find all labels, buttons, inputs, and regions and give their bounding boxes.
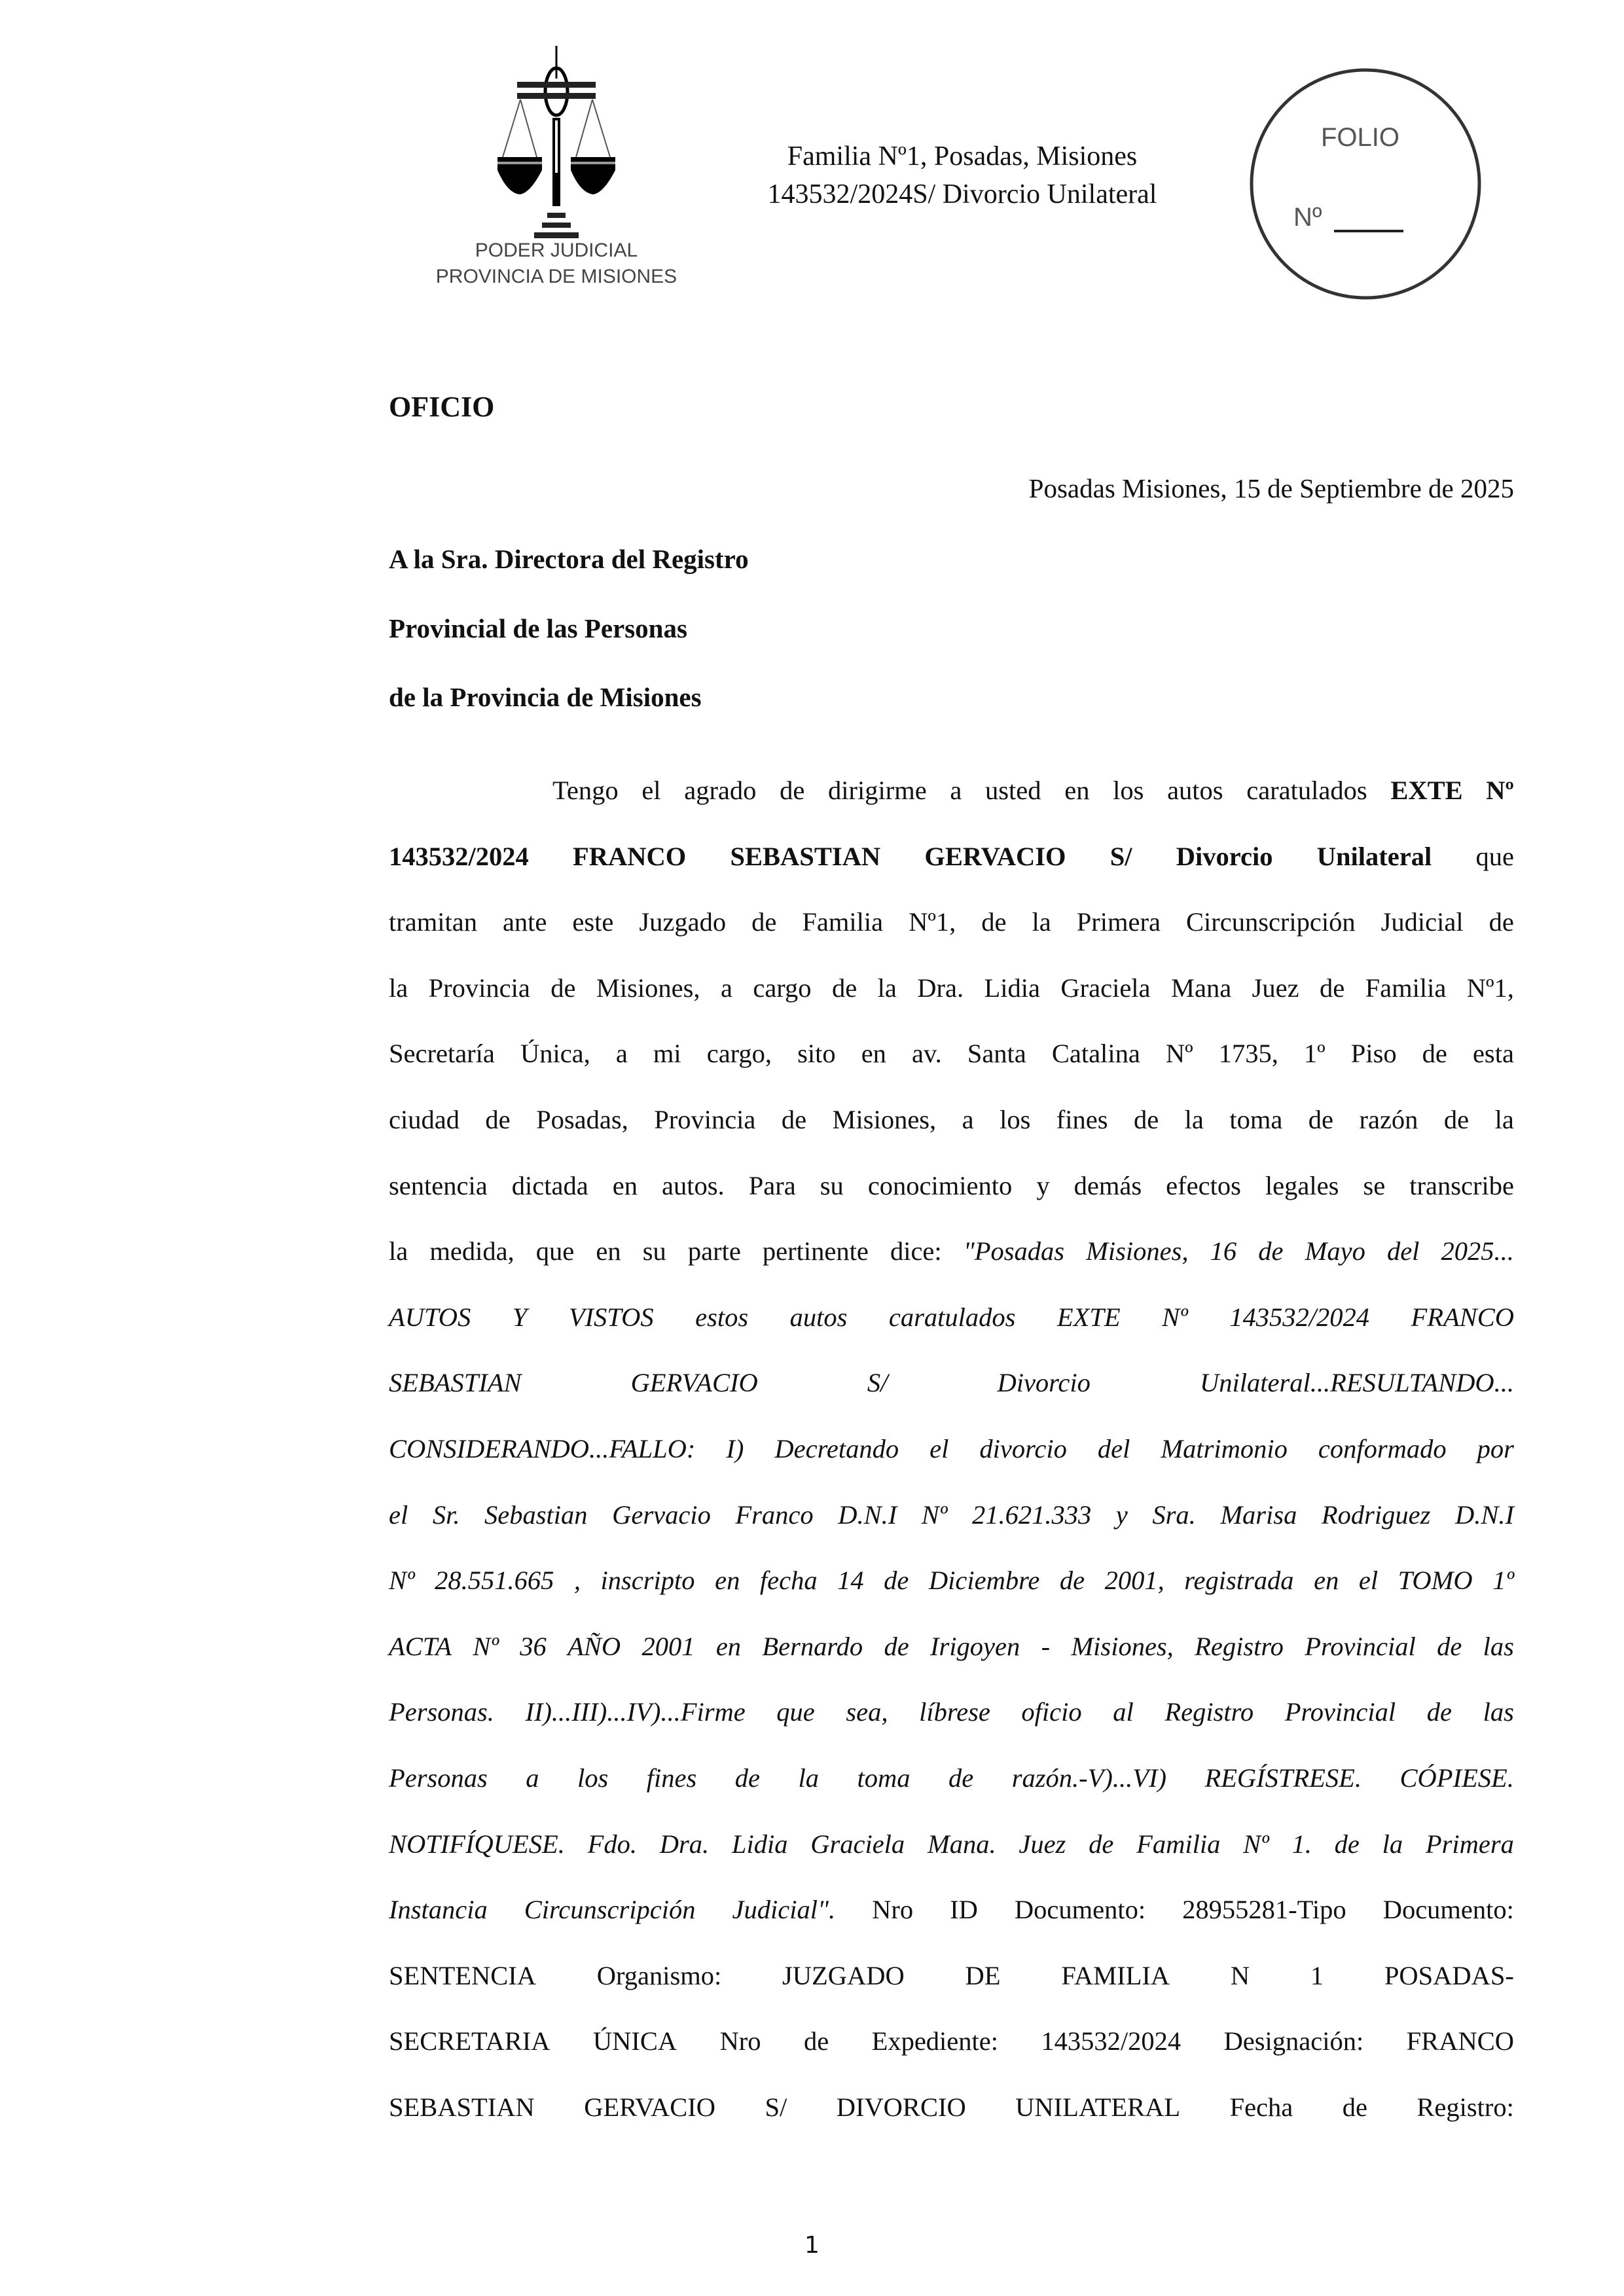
word: Fdo. <box>587 1829 637 1859</box>
word: Y <box>512 1302 528 1332</box>
word: Posadas, <box>536 1104 628 1134</box>
word: de <box>1422 1039 1447 1069</box>
word: tramitan <box>389 907 477 937</box>
header-court: Familia Nº1, Posadas, Misiones <box>787 141 1138 171</box>
word: Mayo <box>1305 1236 1365 1266</box>
word: de <box>831 973 857 1003</box>
word: de <box>1437 1631 1462 1661</box>
word: parte <box>687 1236 741 1266</box>
word: Provincia <box>654 1104 756 1134</box>
word: Documento: <box>1382 1895 1514 1925</box>
body-line <box>389 1029 1514 1095</box>
word: Documento: <box>1014 1895 1146 1925</box>
word: en <box>596 1236 621 1266</box>
word: de <box>780 776 805 805</box>
word: , <box>573 1566 581 1596</box>
word: razón <box>1359 1104 1418 1134</box>
word: SENTENCIA <box>389 1960 536 1990</box>
word: las <box>1483 1631 1514 1661</box>
word: Nº1, <box>1466 973 1514 1003</box>
word: Fecha <box>1229 2092 1293 2122</box>
body-line <box>389 1556 1514 1622</box>
word: Instancia <box>389 1895 488 1925</box>
word: Organismo: <box>596 1960 722 1990</box>
word: Nº <box>389 1566 415 1596</box>
word: los <box>1000 1104 1031 1134</box>
word: sea, <box>846 1697 888 1727</box>
word: razón.-V)...VI) <box>1011 1763 1166 1793</box>
word: de <box>803 2026 829 2056</box>
word: la <box>1382 1829 1403 1859</box>
word: 1 <box>1310 1960 1324 1990</box>
folio-stamp <box>1249 67 1482 300</box>
word: Familia <box>1136 1829 1221 1859</box>
word: de <box>1342 2092 1367 2122</box>
word: autos <box>789 1302 848 1332</box>
word: Dra. <box>917 973 964 1003</box>
word: fecha <box>759 1566 818 1596</box>
word: en <box>1314 1566 1339 1596</box>
word: DIVORCIO <box>836 2092 966 2122</box>
word: en <box>1064 776 1090 805</box>
body-line <box>389 1161 1514 1227</box>
word: Registro: <box>1416 2092 1514 2122</box>
word: Unilateral...RESULTANDO... <box>1200 1368 1514 1398</box>
word: 21.621.333 <box>971 1499 1092 1530</box>
word: de <box>1133 1104 1159 1134</box>
word: a <box>615 1039 628 1069</box>
word: D.N.I <box>1454 1499 1514 1530</box>
word: N <box>1230 1960 1250 1990</box>
word: Provincial <box>1284 1697 1396 1727</box>
word: SEBASTIAN <box>730 841 881 871</box>
word: SEBASTIAN <box>389 1368 522 1398</box>
word: Nro <box>719 2026 761 2056</box>
word: sentencia <box>389 1170 488 1200</box>
word: Piso <box>1350 1039 1397 1069</box>
word: Juez <box>1252 973 1299 1003</box>
document-header <box>694 137 1231 213</box>
word: S/ <box>1110 841 1132 871</box>
word: dice: <box>890 1236 942 1266</box>
word: conocimiento <box>867 1170 1013 1200</box>
word: 14 <box>837 1566 864 1596</box>
word: el <box>641 776 661 805</box>
word: Nro <box>872 1895 914 1925</box>
addressee-line: de la Provincia de Misiones <box>389 682 702 712</box>
word: la <box>389 973 408 1003</box>
word: ante <box>502 907 547 937</box>
word: caratulados <box>888 1302 1016 1332</box>
word: Santa <box>967 1039 1026 1069</box>
word: Nº <box>473 1631 499 1661</box>
word: Expediente: <box>871 2026 999 2056</box>
word: Familia <box>802 907 884 937</box>
word: ÚNICA <box>592 2026 677 2056</box>
body-line <box>389 1687 1514 1753</box>
word: de <box>1443 1104 1470 1134</box>
word: "Posadas <box>963 1236 1065 1266</box>
body-line <box>389 1951 1514 2017</box>
word: Mana. <box>927 1829 996 1859</box>
word: a <box>950 776 962 805</box>
word: Provincial <box>1305 1631 1416 1661</box>
word: de <box>1308 1104 1334 1134</box>
word: Juez <box>1019 1829 1066 1859</box>
word: GERVACIO <box>630 1368 758 1398</box>
word: DE <box>965 1960 1001 1990</box>
word: 36 <box>520 1631 547 1661</box>
word: Circunscripción <box>1185 907 1356 937</box>
body-line <box>389 1293 1514 1359</box>
word: de <box>1489 907 1514 937</box>
word: D.N.I <box>838 1499 897 1530</box>
word: medida, <box>429 1236 514 1266</box>
word: a <box>720 973 732 1003</box>
word: toma <box>857 1763 911 1793</box>
word: la <box>389 1236 408 1266</box>
word: Matrimonio <box>1161 1433 1288 1463</box>
word: líbrese <box>919 1697 990 1727</box>
body-line <box>389 1227 1514 1293</box>
word: Misiones, <box>832 1104 937 1134</box>
word: EXTE <box>1056 1302 1121 1332</box>
word: Catalina <box>1051 1039 1140 1069</box>
word: de <box>485 1104 511 1134</box>
word: Sra. <box>1152 1499 1196 1530</box>
header-case: 143532/2024S/ Divorcio Unilateral <box>767 179 1157 209</box>
document-date: Posadas Misiones, 15 de Septiembre de 2025 <box>1028 473 1514 503</box>
word: 2025... <box>1441 1236 1514 1266</box>
word: el <box>1358 1566 1379 1596</box>
word: de <box>981 907 1007 937</box>
body-line <box>389 2017 1514 2083</box>
word: y <box>1036 1170 1050 1200</box>
word: FAMILIA <box>1061 1960 1170 1990</box>
body-line <box>389 963 1514 1030</box>
word: ID <box>950 1895 978 1925</box>
word: se <box>1363 1170 1386 1200</box>
word: la <box>1184 1104 1204 1134</box>
word: y <box>1115 1499 1128 1530</box>
word: Misiones, <box>1086 1236 1189 1266</box>
word: Misiones, <box>1071 1631 1174 1661</box>
word: de <box>1334 1829 1360 1859</box>
word: Para <box>748 1170 796 1200</box>
word: Registro <box>1195 1631 1284 1661</box>
word: la <box>1032 907 1051 937</box>
word: UNILATERAL <box>1015 2092 1181 2122</box>
word: de <box>1089 1829 1114 1859</box>
word: de <box>884 1566 909 1596</box>
logo-line2: PROVINCIA DE MISIONES <box>435 266 677 287</box>
body-line <box>389 2083 1514 2149</box>
word: inscripto <box>600 1566 695 1596</box>
word: su <box>820 1170 844 1200</box>
word: agrado <box>684 776 757 805</box>
word: caratulados <box>1246 776 1367 805</box>
word: Provincia <box>428 973 530 1003</box>
word: conformado <box>1318 1433 1447 1463</box>
word: la <box>877 973 897 1003</box>
body-line <box>389 766 1514 832</box>
word: 1. <box>1291 1829 1312 1859</box>
word: FRANCO <box>1406 2026 1514 2056</box>
word: 2001, <box>1104 1566 1164 1596</box>
word: dictada <box>511 1170 588 1200</box>
word: del <box>1386 1236 1420 1266</box>
word: los <box>577 1763 609 1793</box>
word: CÓPIESE. <box>1399 1763 1514 1793</box>
word: FRANCO <box>1411 1302 1514 1332</box>
word: del <box>1097 1433 1130 1463</box>
word: de <box>1059 1566 1085 1596</box>
word: Decretando <box>774 1433 899 1463</box>
word: de <box>884 1631 909 1661</box>
word: el <box>389 1499 408 1530</box>
word: de <box>1258 1236 1284 1266</box>
word: 1735, <box>1218 1039 1278 1069</box>
word: de <box>751 907 777 937</box>
word: de <box>550 973 576 1003</box>
word: autos <box>1167 776 1223 805</box>
word: demás <box>1074 1170 1142 1200</box>
word: en <box>612 1170 638 1200</box>
word: EXTE <box>1390 776 1463 805</box>
word: Sr. <box>432 1499 460 1530</box>
word: Tengo <box>552 776 619 805</box>
word: por <box>1477 1433 1514 1463</box>
body-line <box>389 897 1514 963</box>
word: autos. <box>662 1170 725 1200</box>
word: Primera <box>1076 907 1161 937</box>
word: las <box>1483 1697 1514 1727</box>
word: 143532/2024 <box>1041 2026 1182 2056</box>
word: en <box>715 1566 740 1596</box>
word: AUTOS <box>389 1302 471 1332</box>
word: Mana <box>1170 973 1232 1003</box>
word: Bernardo <box>762 1631 863 1661</box>
word: efectos <box>1166 1170 1241 1200</box>
body-line <box>389 1820 1514 1886</box>
word: Judicial". <box>732 1895 836 1925</box>
word: CONSIDERANDO...FALLO: <box>389 1433 696 1463</box>
word: ciudad <box>389 1104 460 1134</box>
word: 28.551.665 <box>435 1566 554 1596</box>
word: II)...III)...IV)...Firme <box>525 1697 746 1727</box>
body-line <box>389 1424 1514 1490</box>
word: cargo <box>753 973 812 1003</box>
addressee-line: Provincial de las Personas <box>389 613 687 643</box>
word: este <box>572 907 614 937</box>
word: de <box>1319 973 1345 1003</box>
word: de <box>948 1763 974 1793</box>
word: Nº1, <box>909 907 956 937</box>
word: el <box>929 1433 949 1463</box>
word: fines <box>646 1763 697 1793</box>
word: cargo, <box>706 1039 772 1069</box>
word: su <box>642 1236 666 1266</box>
body-line <box>389 1622 1514 1688</box>
word: a <box>962 1104 974 1134</box>
word: que <box>535 1236 575 1266</box>
word: Judicial <box>1380 907 1464 937</box>
word: Divorcio <box>997 1368 1091 1398</box>
word: toma <box>1229 1104 1283 1134</box>
word: Personas <box>389 1763 488 1793</box>
body-line <box>389 832 1514 898</box>
word: dirigirme <box>828 776 927 805</box>
word: que <box>776 1697 815 1727</box>
word: ACTA <box>389 1631 452 1661</box>
word: en <box>715 1631 742 1661</box>
word: Nº <box>1165 1039 1193 1069</box>
logo-line1: PODER JUDICIAL <box>475 240 638 261</box>
word: Diciembre <box>928 1566 1040 1596</box>
word: av. <box>912 1039 942 1069</box>
word: Dra. <box>659 1829 710 1859</box>
word: 143532/2024 <box>1229 1302 1369 1332</box>
word: GERVACIO <box>924 841 1066 871</box>
word: Designación: <box>1223 2026 1364 2056</box>
word: 2001 <box>641 1631 695 1661</box>
word: POSADAS- <box>1384 1960 1514 1990</box>
body-line <box>389 1490 1514 1556</box>
word: mi <box>653 1039 681 1069</box>
word: AÑO <box>568 1631 621 1661</box>
body-line <box>389 1753 1514 1820</box>
word: Registro <box>1164 1697 1254 1727</box>
body-line <box>389 1358 1514 1424</box>
word: Lidia <box>984 973 1040 1003</box>
word: Unilateral <box>1316 841 1432 871</box>
word: registrada <box>1184 1566 1294 1596</box>
word: 28955281-Tipo <box>1182 1895 1346 1925</box>
word: Primera <box>1425 1829 1514 1859</box>
word: SECRETARIA <box>389 2026 550 2056</box>
word: Nº <box>1486 776 1514 805</box>
word: NOTIFÍQUESE. <box>389 1829 565 1859</box>
word: Familia <box>1365 973 1447 1003</box>
word: Nº <box>1243 1829 1269 1859</box>
word: I) <box>726 1433 744 1463</box>
word: en <box>861 1039 886 1069</box>
word: Única, <box>520 1039 590 1069</box>
word: esta <box>1472 1039 1514 1069</box>
word: - <box>1041 1631 1051 1661</box>
word: S/ <box>867 1368 888 1398</box>
word: de <box>781 1104 807 1134</box>
word: de <box>1426 1697 1452 1727</box>
word: Personas. <box>389 1697 494 1727</box>
word: Nº <box>1162 1302 1188 1332</box>
word: Misiones, <box>596 973 700 1003</box>
word: los <box>1113 776 1144 805</box>
word: transcribe <box>1409 1170 1514 1200</box>
word: TOMO <box>1398 1566 1473 1596</box>
word: pertinente <box>762 1236 869 1266</box>
word: Rodriguez <box>1321 1499 1431 1530</box>
word: S/ <box>765 2092 787 2122</box>
word: Divorcio <box>1176 841 1273 871</box>
word: Lidia <box>731 1829 788 1859</box>
word: REGÍSTRESE. <box>1204 1763 1362 1793</box>
word: la <box>1494 1104 1514 1134</box>
word: 1º <box>1492 1566 1514 1596</box>
page-number: 1 <box>804 2232 820 2259</box>
word: Franco <box>735 1499 814 1530</box>
folio-number-label: Nº <box>1293 203 1322 232</box>
word: Irigoyen <box>930 1631 1020 1661</box>
word: oficio <box>1021 1697 1082 1727</box>
word: estos <box>695 1302 749 1332</box>
word: fines <box>1056 1104 1108 1134</box>
document-body <box>389 766 1514 2148</box>
word: Secretaría <box>389 1039 495 1069</box>
word: VISTOS <box>568 1302 654 1332</box>
body-line <box>389 1095 1514 1161</box>
poder-judicial-logo <box>432 39 681 295</box>
word: al <box>1113 1697 1134 1727</box>
document-title: OFICIO <box>389 391 495 423</box>
word: Nº <box>921 1499 948 1530</box>
word: usted <box>985 776 1041 805</box>
word: legales <box>1265 1170 1339 1200</box>
word: Graciela <box>1060 973 1151 1003</box>
word: Marisa <box>1220 1499 1297 1530</box>
word: 16 <box>1210 1236 1237 1266</box>
word: Gervacio <box>612 1499 711 1530</box>
word: JUZGADO <box>782 1960 905 1990</box>
word: divorcio <box>979 1433 1067 1463</box>
word: sito <box>797 1039 836 1069</box>
word: Sebastian <box>484 1499 588 1530</box>
word: de <box>734 1763 760 1793</box>
word: a <box>526 1763 539 1793</box>
word: la <box>798 1763 820 1793</box>
word: 143532/2024 <box>389 841 529 871</box>
word: 1º <box>1303 1039 1326 1069</box>
folio-label: FOLIO <box>1320 123 1400 152</box>
word: SEBASTIAN <box>389 2092 535 2122</box>
body-line <box>389 1885 1514 1951</box>
addressee-line: A la Sra. Directora del Registro <box>389 544 749 574</box>
word: que <box>1475 841 1514 871</box>
word: GERVACIO <box>584 2092 716 2122</box>
word: FRANCO <box>573 841 687 871</box>
word: Circunscripción <box>524 1895 696 1925</box>
word: Graciela <box>810 1829 905 1859</box>
word: Juzgado <box>639 907 727 937</box>
